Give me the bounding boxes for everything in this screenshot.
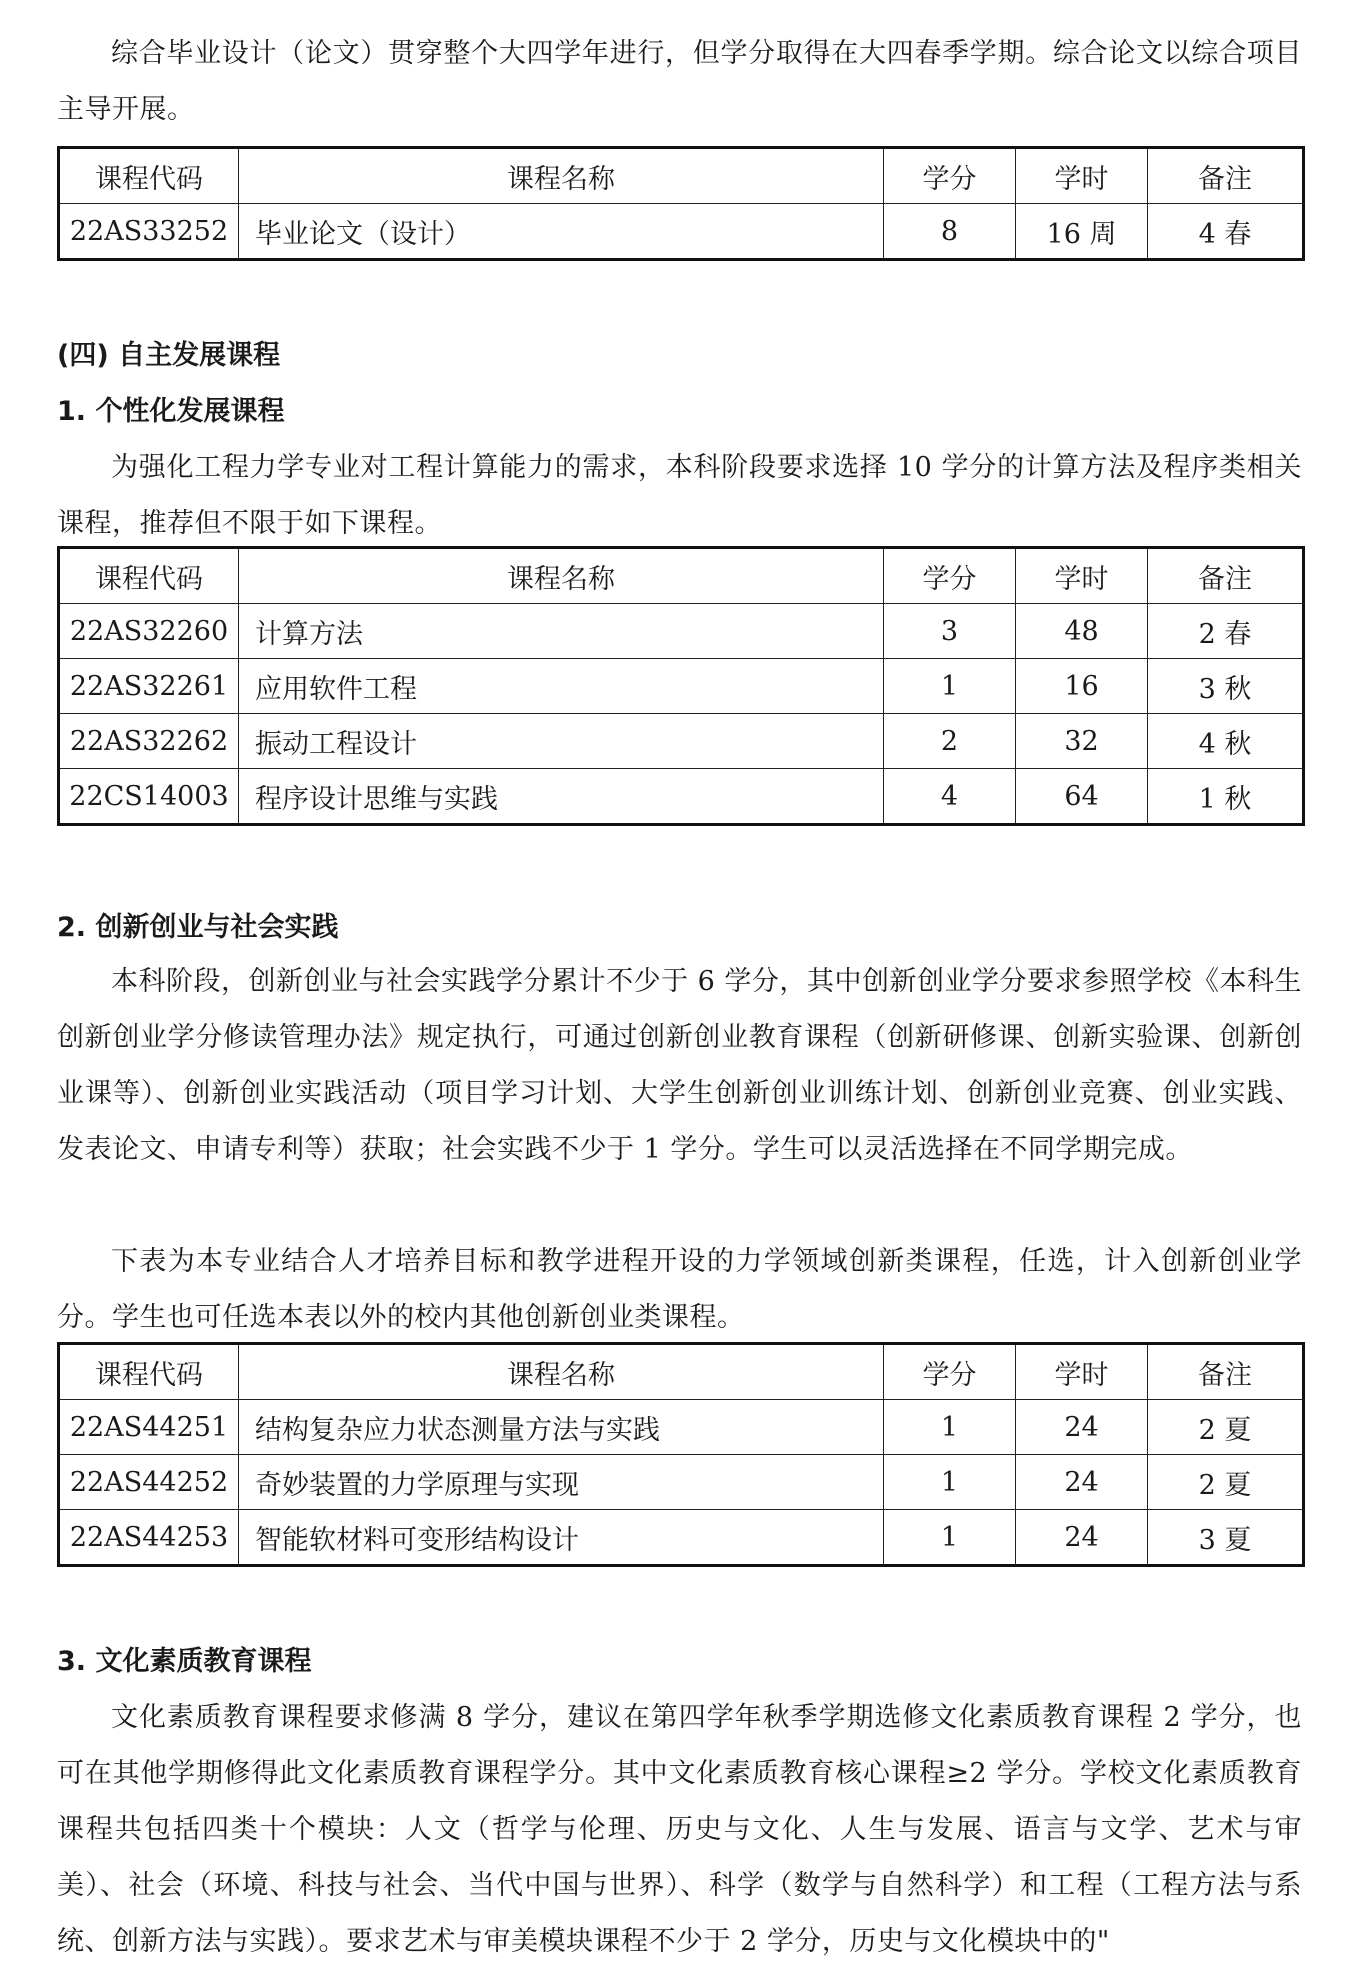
cell-hours: 16 周: [1016, 204, 1148, 260]
table-header-row: [59, 148, 1304, 204]
cell-note: 2 春: [1148, 604, 1304, 659]
cell-credits: 1: [884, 659, 1016, 714]
cell-hours: 24: [1016, 1455, 1148, 1510]
cell-note: 3 秋: [1148, 659, 1304, 714]
header-hours: 学时: [1016, 1344, 1148, 1400]
culture-paragraph: 文化素质教育课程要求修满 8 学分，建议在第四学年秋季学期选修文化素质教育课程 2 学分，也可在其他学期修得此文化素质教育课程学分。其中文化素质教育核心课程≥2 学分。学校文化素质教育课程共包括四类十个模块：人文（哲学与伦理、历史与文化、人生与发展、语言与文学、艺术与审美）、社会（环境、科技与社会、当代中国与世界）、科学（数学与自然科学）和工程（工程方法与系统、创新方法与实践）。要求艺术与审美模块课程不少于 2 学分，历史与文化模块中的": [57, 1702, 1302, 1957]
cell-code: 22AS33252: [59, 204, 239, 260]
header-code: 课程代码: [59, 548, 239, 604]
cell-code: 22AS32260: [59, 604, 239, 659]
table-row: [59, 769, 1304, 825]
cell-credits: 8: [884, 204, 1016, 260]
header-note: 备注: [1148, 1344, 1304, 1400]
header-name: 课程名称: [239, 548, 884, 604]
cell-code: 22AS32261: [59, 659, 239, 714]
cell-note: 3 夏: [1148, 1510, 1304, 1566]
subsection-heading: 3. 文化素质教育课程: [57, 1646, 312, 1677]
cell-note: 4 春: [1148, 204, 1304, 260]
table-row: [59, 1510, 1304, 1566]
personalized-course-table: [57, 546, 1305, 826]
header-name: 课程名称: [239, 1344, 884, 1400]
cell-code: 22AS44253: [59, 1510, 239, 1566]
header-credits: 学分: [884, 148, 1016, 204]
cell-name: 程序设计思维与实践: [239, 769, 884, 825]
header-code: 课程代码: [59, 148, 239, 204]
graduation-thesis-table: [57, 146, 1305, 261]
personalized-paragraph: 为强化工程力学专业对工程计算能力的需求，本科阶段要求选择 10 学分的计算方法及程序类相关课程，推荐但不限于如下课程。: [57, 452, 1302, 539]
header-name: 课程名称: [239, 148, 884, 204]
cell-note: 2 夏: [1148, 1455, 1304, 1510]
cell-name: 振动工程设计: [239, 714, 884, 769]
cell-note: 4 秋: [1148, 714, 1304, 769]
innovation-course-table: [57, 1342, 1305, 1567]
innovation-table-intro: 下表为本专业结合人才培养目标和教学进程开设的力学领域创新类课程，任选，计入创新创业学分。学生也可任选本表以外的校内其他创新创业类课程。: [57, 1246, 1302, 1333]
innovation-paragraph: 本科阶段，创新创业与社会实践学分累计不少于 6 学分，其中创新创业学分要求参照学校《本科生创新创业学分修读管理办法》规定执行，可通过创新创业教育课程（创新研修课、创新实验课、创新创业课等）、创新创业实践活动（项目学习计划、大学生创新创业训练计划、创新创业竞赛、创业实践、发表论文、申请专利等）获取；社会实践不少于 1 学分。学生可以灵活选择在不同学期完成。: [57, 966, 1302, 1165]
cell-credits: 1: [884, 1455, 1016, 1510]
table-row: [59, 1400, 1304, 1455]
cell-name: 奇妙装置的力学原理与实现: [239, 1455, 884, 1510]
table-row: [59, 1455, 1304, 1510]
intro-paragraph: 综合毕业设计（论文）贯穿整个大四学年进行，但学分取得在大四春季学期。综合论文以综合项目主导开展。: [57, 38, 1302, 125]
cell-hours: 16: [1016, 659, 1148, 714]
cell-code: 22CS14003: [59, 769, 239, 825]
cell-code: 22AS32262: [59, 714, 239, 769]
table-header-row: [59, 1344, 1304, 1400]
header-credits: 学分: [884, 548, 1016, 604]
cell-hours: 64: [1016, 769, 1148, 825]
cell-credits: 4: [884, 769, 1016, 825]
header-note: 备注: [1148, 548, 1304, 604]
header-hours: 学时: [1016, 148, 1148, 204]
cell-name: 计算方法: [239, 604, 884, 659]
table-row: [59, 659, 1304, 714]
table-header-row: [59, 548, 1304, 604]
cell-note: 2 夏: [1148, 1400, 1304, 1455]
cell-name: 毕业论文（设计）: [239, 204, 884, 260]
cell-credits: 3: [884, 604, 1016, 659]
header-credits: 学分: [884, 1344, 1016, 1400]
cell-note: 1 秋: [1148, 769, 1304, 825]
cell-credits: 1: [884, 1510, 1016, 1566]
cell-name: 结构复杂应力状态测量方法与实践: [239, 1400, 884, 1455]
subsection-heading: 2. 创新创业与社会实践: [57, 912, 339, 943]
cell-code: 22AS44251: [59, 1400, 239, 1455]
table-row: [59, 204, 1304, 260]
cell-name: 应用软件工程: [239, 659, 884, 714]
header-note: 备注: [1148, 148, 1304, 204]
subsection-heading: 1. 个性化发展课程: [57, 396, 285, 427]
header-hours: 学时: [1016, 548, 1148, 604]
table-row: [59, 714, 1304, 769]
cell-credits: 2: [884, 714, 1016, 769]
cell-code: 22AS44252: [59, 1455, 239, 1510]
cell-credits: 1: [884, 1400, 1016, 1455]
cell-hours: 24: [1016, 1400, 1148, 1455]
section-heading: (四) 自主发展课程: [57, 340, 281, 371]
header-code: 课程代码: [59, 1344, 239, 1400]
cell-hours: 32: [1016, 714, 1148, 769]
cell-hours: 24: [1016, 1510, 1148, 1566]
cell-name: 智能软材料可变形结构设计: [239, 1510, 884, 1566]
cell-hours: 48: [1016, 604, 1148, 659]
table-row: [59, 604, 1304, 659]
